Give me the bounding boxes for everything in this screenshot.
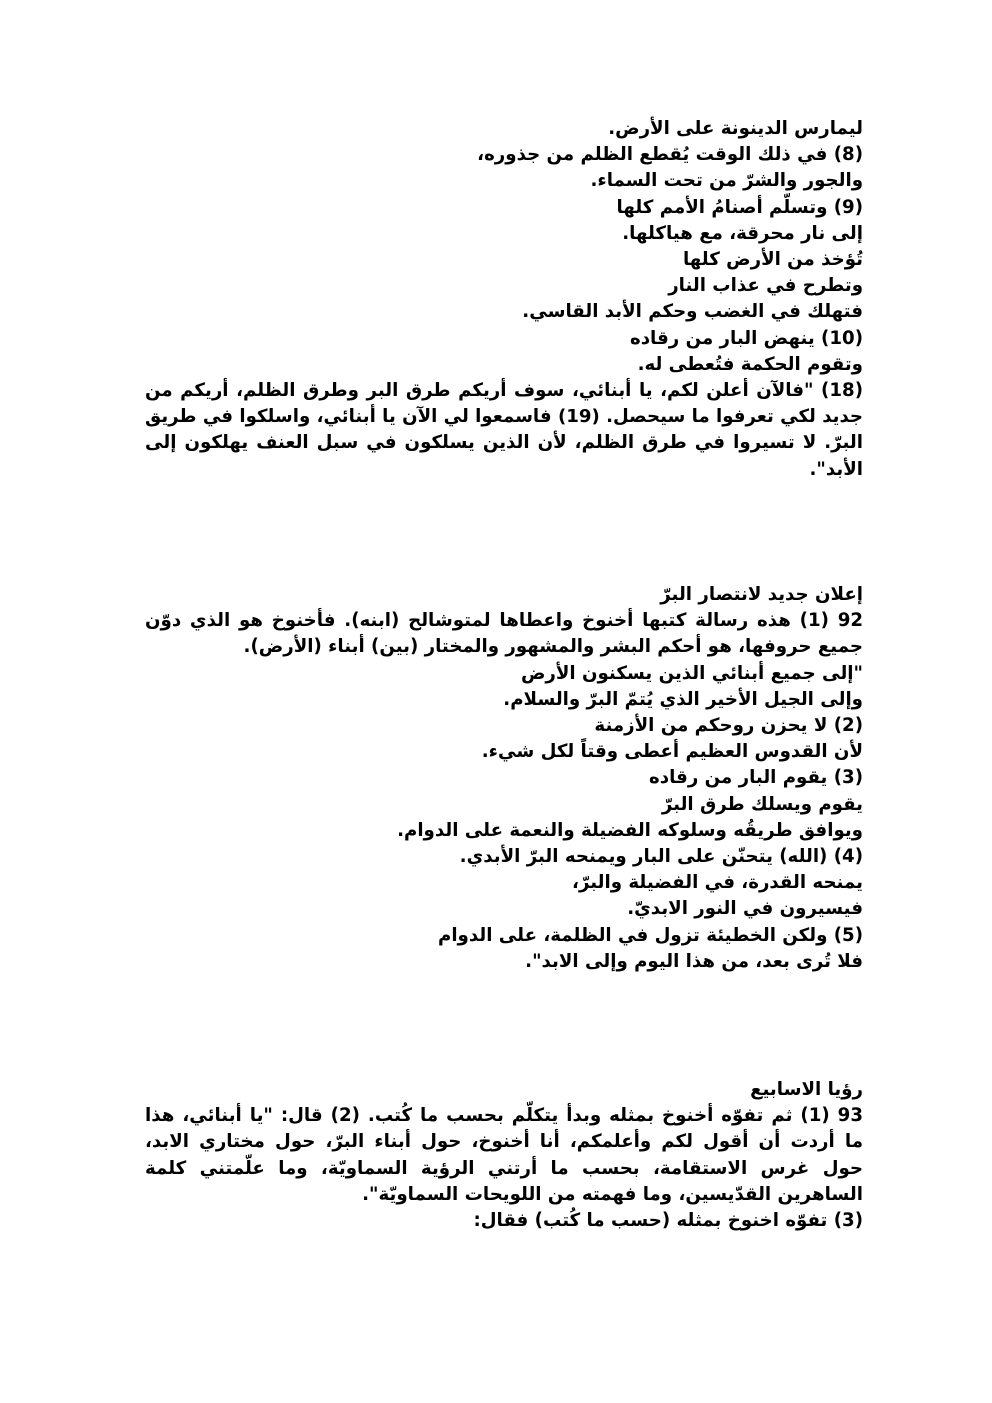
verse-line: فلا تُرى بعد، من هذا اليوم وإلى الابد".	[525, 950, 863, 972]
verse-line: وتطرح في عذاب النار	[668, 275, 863, 297]
verse-line: وتقوم الحكمة فتُعطى له.	[637, 353, 863, 375]
verse-line: يمنحه القدرة، في الفضيلة والبرّ،	[572, 872, 863, 894]
paragraph-line: الساهرين القدّيسين، وما فهمته من اللويحات السماويّة".	[362, 1183, 863, 1205]
paragraph-line: ما أردت أن أقول لكم وأعلمكم، أنا أخنوخ، حول أبناء البرّ، حول مختاري الابد،	[145, 1131, 863, 1153]
verse-line: (4) (الله) يتحنّن على البار ويمنحه البرّ الأبدي.	[459, 846, 863, 868]
verse-line: يقوم ويسلك طرق البرّ	[661, 793, 863, 815]
verse-line: (9) وتسلّم أصنامُ الأمم كلها	[616, 196, 863, 218]
verse-line: (3) تفوّه اخنوخ بمثله (حسب ما كُتب) فقال:	[473, 1210, 863, 1232]
verse-line: تُؤخذ من الأرض كلها	[682, 249, 863, 271]
section-heading: رؤيا الاسابيع	[750, 1079, 863, 1100]
verse-line: ويوافق طريقُه وسلوكه الفضيلة والنعمة على الدوام.	[397, 819, 863, 841]
paragraph-line: 92 (1) هذه رسالة كتبها أخنوخ واعطاها لمتوشالح (ابنه). فأخنوخ هو الذي دوّن	[145, 610, 863, 632]
verse-line: إلى نار محرقة، مع هياكلها.	[622, 222, 863, 244]
paragraph-line: جديد لكي تعرفوا ما سيحصل. (19) فاسمعوا لي الآن يا أبنائي، واسلكوا في طريق	[145, 406, 864, 428]
paragraph-line: البرّ. لا تسيروا في طرق الظلم، لأن الذين يسلكون في سبل العنف يهلكون إلى	[145, 432, 863, 454]
verse-line: "إلى جميع أبنائي الذين يسكنون الأرض	[520, 662, 863, 684]
verse-line: (5) ولكن الخطيئة تزول في الظلمة، على الدوام	[437, 924, 863, 946]
section-judgment-verses	[145, 116, 863, 483]
verse-line: (8) في ذلك الوقت يُقطع الظلم من جذوره،	[477, 144, 863, 166]
paragraph-line: الأبد".	[809, 458, 863, 480]
verse-line: فتهلك في الغضب وحكم الأبد القاسي.	[522, 301, 863, 323]
paragraph-line: (18) "فالآن أعلن لكم، يا أبنائي، سوف أريكم طرق البر وطرق الظلم، أريكم من	[145, 380, 863, 402]
section-heading: إعلان جديد لانتصار البرّ	[660, 584, 863, 605]
section-vision-of-weeks	[145, 1077, 863, 1234]
verse-line: لأن القدوس العظيم أعطى وقتاً لكل شيء.	[481, 741, 863, 763]
verse-line: فيسيرون في النور الابديّ.	[627, 898, 863, 920]
verse-line: والجور والشرّ من تحت السماء.	[590, 170, 863, 192]
verse-line: (10) ينهض البار من رقاده	[629, 327, 863, 349]
verse-line: ليمارس الدينونة على الأرض.	[608, 118, 863, 139]
verse-line: (2) لا يحزن روحكم من الأزمنة	[594, 715, 863, 737]
verse-line: (3) يقوم البار من رقاده	[649, 767, 863, 789]
document-page	[145, 0, 863, 1403]
paragraph-line: جميع حروفها، هو أحكم البشر والمشهور والمختار (بين) أبناء (الأرض).	[243, 636, 863, 658]
section-new-announcement	[145, 582, 863, 975]
paragraph-line: 93 (1) ثم تفوّه أخنوخ بمثله وبدأ يتكلّم بحسب ما كُتب. (2) قال: "يا أبنائي، هذا	[145, 1105, 863, 1127]
paragraph-line: حول غرس الاستقامة، بحسب ما أرتني الرؤية السماويّة، وما علّمتني كلمة	[145, 1157, 863, 1179]
verse-line: وإلى الجيل الأخير الذي يُتمّ البرّ والسلام.	[503, 688, 863, 710]
